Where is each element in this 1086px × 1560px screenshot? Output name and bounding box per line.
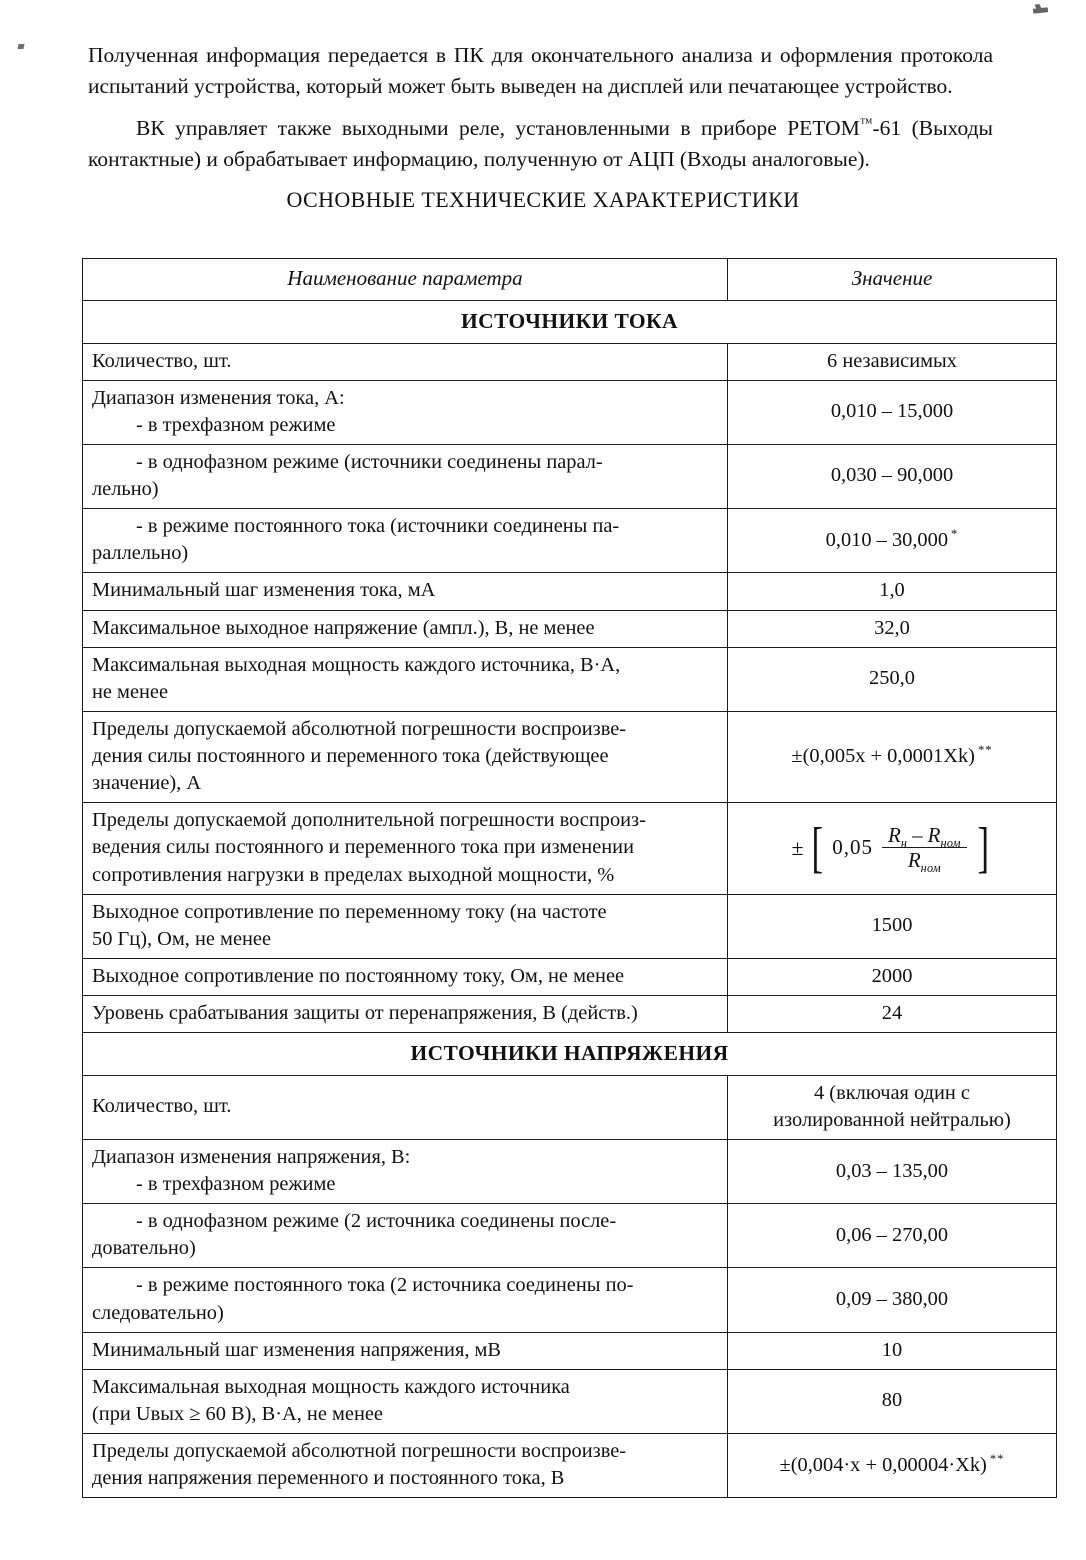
value-voltage-abs-error [728, 1434, 1057, 1498]
param-current-out-res-dc: Выходное сопротивление по постоянному току, Ом, не менее [83, 958, 728, 995]
value-current-quantity: 6 независимых [728, 343, 1057, 380]
param-current-add-error-line2: ведения силы постоянного и переменного тока при изменении [92, 836, 634, 859]
footnote-marker-double: ** [989, 1451, 1005, 1466]
table-row [83, 1139, 1057, 1203]
param-current-max-power [83, 647, 728, 711]
intro-paragraph-1: Полученная информация передается в ПК для окончательного анализа и оформления протокола испытаний устройства, который может быть выведен на дисплей или печатающее устройство. [88, 43, 993, 98]
value-current-protection: 24 [728, 996, 1057, 1033]
value-current-max-voltage: 32,0 [728, 610, 1057, 647]
param-current-protection: Уровень срабатывания защиты от перенапряжения, В (действ.) [83, 996, 728, 1033]
intro-section [88, 40, 993, 174]
param-current-abs-error [83, 711, 728, 802]
param-current-add-error-line1: Пределы допускаемой дополнительной погрешности воспроиз- [92, 809, 646, 832]
param-current-range-dc [83, 509, 728, 573]
param-voltage-max-power-line1: Максимальная выходная мощность каждого источника [92, 1375, 570, 1398]
footnote-marker-single: * [951, 526, 959, 541]
param-current-max-power-line2: не менее [92, 680, 169, 703]
param-voltage-range-single-phase-line2: довательно) [92, 1237, 196, 1260]
table-row [83, 1268, 1057, 1332]
specifications-table [82, 258, 1057, 1498]
trademark-mark: ™ [859, 115, 873, 130]
formula-den-sub: ном [920, 861, 941, 876]
param-voltage-max-power [83, 1369, 728, 1433]
value-current-range-dc [728, 509, 1057, 573]
table-row [83, 380, 1057, 444]
header-value: Значение [728, 259, 1057, 301]
param-voltage-abs-error-line1: Пределы допускаемой абсолютной погрешности воспроизве- [92, 1440, 627, 1463]
scan-artifact-left [17, 44, 24, 49]
param-current-abs-error-line1: Пределы допускаемой абсолютной погрешности воспроизве- [92, 717, 627, 740]
table-row [83, 444, 1057, 508]
formula-bracket-close: ] [977, 816, 989, 879]
value-current-range-dc-number: 0,010 – 30,000 [825, 528, 949, 551]
table-row [83, 509, 1057, 573]
value-current-add-error-formula [728, 803, 1057, 894]
value-voltage-range-single-phase: 0,06 – 270,00 [728, 1204, 1057, 1268]
param-voltage-range-single-phase [83, 1204, 728, 1268]
value-current-step: 1,0 [728, 573, 1057, 610]
value-current-abs-error [728, 711, 1057, 802]
formula-numerator [882, 824, 967, 849]
table-row [83, 711, 1057, 802]
param-current-range-label: Диапазон изменения тока, А: [92, 386, 345, 409]
formula-num-sub-2: ном [940, 835, 961, 850]
value-voltage-max-power: 80 [728, 1369, 1057, 1433]
param-current-out-res-ac-line1: Выходное сопротивление по переменному току (на частоте [92, 900, 607, 923]
param-current-range-single-phase [83, 444, 728, 508]
table-row [83, 1204, 1057, 1268]
value-voltage-quantity-line1: 4 (включая один с [814, 1081, 970, 1104]
group-row-voltage-sources [83, 1033, 1057, 1076]
param-voltage-range-label: Диапазон изменения напряжения, В: [92, 1145, 411, 1168]
param-current-range-dc-line1: - в режиме постоянного тока (источники соединены па- [136, 515, 620, 538]
param-current-range-three-phase: - в трехфазном режиме [136, 413, 336, 436]
table-row [83, 803, 1057, 894]
value-current-out-res-ac: 1500 [728, 894, 1057, 958]
param-current-add-error-line3: сопротивления нагрузки в пределах выходной мощности, % [92, 863, 615, 886]
value-voltage-quantity [728, 1075, 1057, 1139]
group-label-current-sources: ИСТОЧНИКИ ТОКА [83, 300, 1057, 343]
formula-bracket-open: [ [811, 816, 823, 879]
intro-paragraph-2-text-before: ВК управляет также выходными реле, установленными в приборе РЕТОМ [136, 116, 860, 141]
param-current-add-error [83, 803, 728, 894]
table-row [83, 1332, 1057, 1369]
param-current-out-res-ac-line2: 50 Гц), Ом, не менее [92, 927, 272, 950]
footnote-marker-double: ** [977, 743, 993, 758]
table-row [83, 1434, 1057, 1498]
table-row [83, 647, 1057, 711]
formula-coefficient: 0,05 [832, 834, 873, 859]
value-voltage-quantity-line2: изолированной нейтралью) [773, 1108, 1011, 1131]
param-voltage-range-single-phase-line1: - в однофазном режиме (2 источника соединены после- [136, 1210, 617, 1233]
param-current-abs-error-line3: значение), А [92, 772, 202, 795]
table-row [83, 610, 1057, 647]
param-current-step: Минимальный шаг изменения тока, мА [83, 573, 728, 610]
formula-sign: ± [791, 835, 804, 861]
intro-paragraph-2 [88, 113, 993, 174]
table-header-row [83, 259, 1057, 301]
param-voltage-quantity: Количество, шт. [83, 1075, 728, 1139]
formula-num-sub-1: н [900, 835, 908, 850]
param-current-out-res-ac [83, 894, 728, 958]
table-row [83, 958, 1057, 995]
param-current-max-voltage: Максимальное выходное напряжение (ампл.), В, не менее [83, 610, 728, 647]
group-row-current-sources [83, 300, 1057, 343]
param-voltage-step: Минимальный шаг изменения напряжения, мВ [83, 1332, 728, 1369]
param-voltage-range-dc [83, 1268, 728, 1332]
table-row [83, 996, 1057, 1033]
param-current-range-dc-line2: раллельно) [92, 542, 189, 565]
value-current-abs-error-expression: ±(0,005x + 0,0001Xk) [791, 745, 975, 768]
formula-den-var: R [907, 848, 921, 873]
param-current-quantity: Количество, шт. [83, 343, 728, 380]
formula-denominator [902, 848, 947, 876]
formula-fraction [879, 822, 970, 876]
page-title: ОСНОВНЫЕ ТЕХНИЧЕСКИЕ ХАРАКТЕРИСТИКИ [286, 187, 800, 212]
param-voltage-range-three-phase: - в трехфазном режиме [136, 1173, 336, 1196]
param-current-max-power-line1: Максимальная выходная мощность каждого источника, В·А, [92, 653, 621, 676]
value-current-out-res-dc: 2000 [728, 958, 1057, 995]
formula-num-var-2: R [927, 822, 941, 847]
group-label-voltage-sources: ИСТОЧНИКИ НАПРЯЖЕНИЯ [83, 1033, 1057, 1076]
table-row [83, 894, 1057, 958]
table-row [83, 573, 1057, 610]
value-current-range-single-phase: 0,030 – 90,000 [728, 444, 1057, 508]
error-formula [737, 816, 1047, 879]
param-voltage-max-power-line2: (при Uвых ≥ 60 В), В·А, не менее [92, 1402, 383, 1425]
formula-num-operator: – [912, 822, 923, 847]
param-current-range-single-phase-line1: - в однофазном режиме (источники соединены парал- [136, 450, 603, 473]
param-voltage-abs-error [83, 1434, 728, 1498]
table-row [83, 343, 1057, 380]
scan-artifact-right [1033, 7, 1048, 14]
param-voltage-range-dc-line1: - в режиме постоянного тока (2 источника соединены по- [136, 1274, 634, 1297]
param-current-range [83, 380, 728, 444]
table-row [83, 1075, 1057, 1139]
param-current-range-single-phase-line2: лельно) [92, 478, 159, 501]
table-row [83, 1369, 1057, 1433]
value-voltage-abs-error-expression: ±(0,004·x + 0,00004·Xk) [779, 1453, 987, 1476]
value-current-range-three-phase: 0,010 – 15,000 [728, 380, 1057, 444]
value-voltage-range-three-phase: 0,03 – 135,00 [728, 1139, 1057, 1203]
intro-paragraph-2-text-after: -61 (Выходы контактные) и обрабатывает информацию, полученную от АЦП (Входы аналоговые). [88, 116, 993, 171]
param-voltage-abs-error-line2: дения напряжения переменного и постоянного тока, В [92, 1467, 565, 1490]
param-current-abs-error-line2: дения силы постоянного и переменного тока (действующее [92, 745, 609, 768]
param-voltage-range-dc-line2: следовательно) [92, 1301, 224, 1324]
value-current-max-power: 250,0 [728, 647, 1057, 711]
header-parameter: Наименование параметра [83, 259, 728, 301]
param-voltage-range [83, 1139, 728, 1203]
formula-num-var-1: R [887, 822, 901, 847]
value-voltage-step: 10 [728, 1332, 1057, 1369]
value-voltage-range-dc: 0,09 – 380,00 [728, 1268, 1057, 1332]
